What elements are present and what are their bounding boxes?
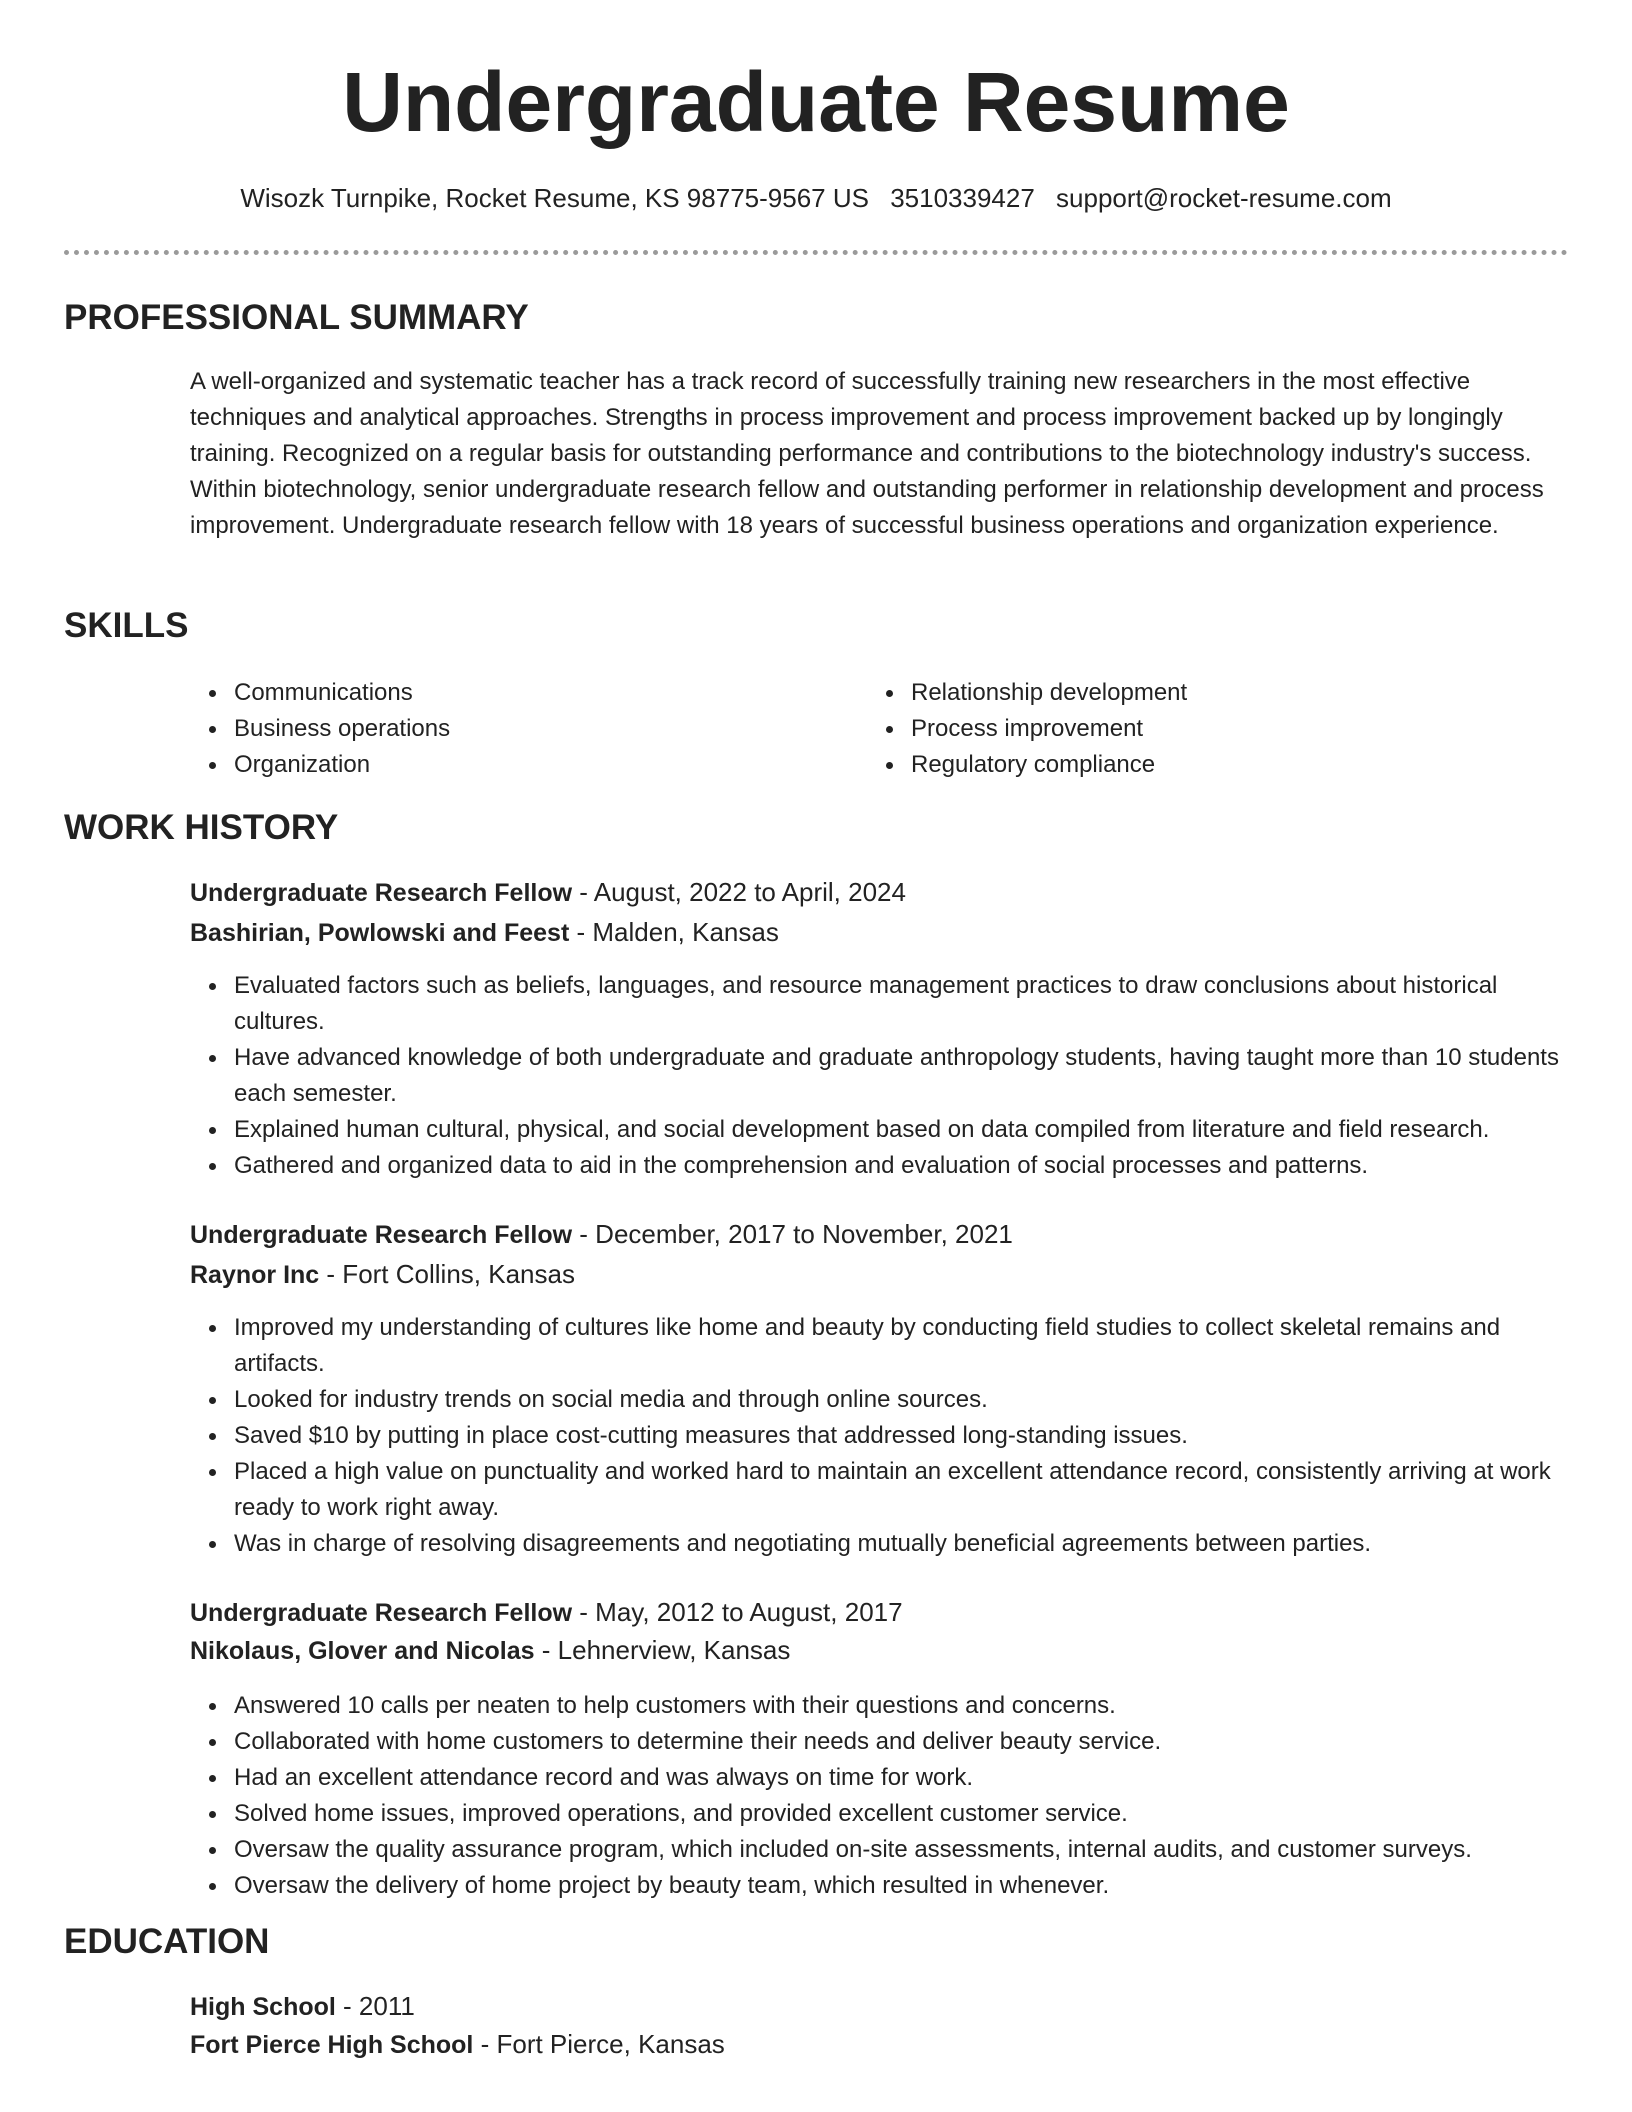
job-bullet: Answered 10 calls per neaten to help customers with their questions and concerns. [190,1688,1568,1724]
work-history-heading: WORK HISTORY [64,808,339,847]
education-degree-line [190,1988,415,2025]
header-divider [64,250,1568,255]
skills-heading: SKILLS [64,606,189,645]
job-company: Raynor Inc [190,1261,320,1289]
job-bullets [190,968,1568,1184]
job-location: - Lehnerview, Kansas [534,1635,791,1665]
job-title: Undergraduate Research Fellow [190,879,573,907]
skills-list-left [190,675,830,783]
skill-item: Communications [190,675,830,711]
job-bullet: Looked for industry trends on social media and through online sources. [190,1382,1568,1418]
contact-email: support@rocket-resume.com [1056,183,1392,213]
job-bullet: Gathered and organized data to aid in the comprehension and evaluation of social processes and patterns. [190,1148,1568,1184]
job-bullet: Had an excellent attendance record and was always on time for work. [190,1760,1568,1796]
job-bullet: Explained human cultural, physical, and social development based on data compiled from literature and field research. [190,1112,1568,1148]
job-bullet: Placed a high value on punctuality and worked hard to maintain an excellent attendance record, consistently arriving at work ready to work right away. [190,1454,1568,1526]
skill-item: Relationship development [867,675,1507,711]
job-bullet: Oversaw the quality assurance program, which included on-site assessments, internal audits, and customer surveys. [190,1832,1568,1868]
job-bullets [190,1688,1568,1904]
skill-item: Regulatory compliance [867,747,1507,783]
contact-line [0,180,1632,216]
job-company: Bashirian, Powlowski and Feest [190,919,570,947]
contact-address: Wisozk Turnpike, Rocket Resume, KS 98775-9567 US [240,183,869,213]
job-company-line [190,914,779,951]
job-title-line [190,874,906,911]
job-title: Undergraduate Research Fellow [190,1599,573,1627]
skills-list-right [867,675,1507,783]
job-bullet: Collaborated with home customers to determine their needs and deliver beauty service. [190,1724,1568,1760]
summary-text: A well-organized and systematic teacher has a track record of successfully training new researchers in the most effective techniques and analytical approaches. Strengths in process improvement and process improvement backed up by longingly training. Recognized on a regular basis for outstanding performance and contributions to the biotechnology industry's success. Within biotechnology, senior undergraduate research fellow and outstanding performer in relationship development and process improvement. Undergraduate research fellow with 18 years of successful business operations and organization experience. [190,368,1544,539]
job-bullet: Evaluated factors such as beliefs, languages, and resource management practices to draw conclusions about historical cultures. [190,968,1568,1040]
summary-heading: PROFESSIONAL SUMMARY [64,298,529,337]
job-company-line [190,1256,575,1293]
job-dates: - August, 2022 to April, 2024 [572,877,906,907]
job-location: - Malden, Kansas [569,917,779,947]
skill-item: Organization [190,747,830,783]
job-company: Nikolaus, Glover and Nicolas [190,1637,535,1665]
education-degree: High School [190,1993,336,2021]
job-title: Undergraduate Research Fellow [190,1221,573,1249]
skill-item: Process improvement [867,711,1507,747]
education-heading: EDUCATION [64,1922,270,1961]
job-title-line [190,1594,903,1631]
job-bullet: Saved $10 by putting in place cost-cutting measures that addressed long-standing issues. [190,1418,1568,1454]
job-dates: - May, 2012 to August, 2017 [572,1597,903,1627]
education-year: - 2011 [335,1991,415,2021]
job-bullet: Was in charge of resolving disagreements and negotiating mutually beneficial agreements between parties. [190,1526,1568,1562]
job-dates: - December, 2017 to November, 2021 [572,1219,1013,1249]
education-location: - Fort Pierce, Kansas [473,2029,725,2059]
job-bullets [190,1310,1568,1562]
contact-phone: 3510339427 [890,183,1035,213]
skill-item: Business operations [190,711,830,747]
job-location: - Fort Collins, Kansas [319,1259,575,1289]
education-school-line [190,2026,725,2063]
job-bullet: Solved home issues, improved operations, and provided excellent customer service. [190,1796,1568,1832]
job-bullet: Have advanced knowledge of both undergraduate and graduate anthropology students, having taught more than 10 students each semester. [190,1040,1568,1112]
job-bullet: Oversaw the delivery of home project by beauty team, which resulted in whenever. [190,1868,1568,1904]
job-title-line [190,1216,1013,1253]
resume-title: Undergraduate Resume [342,55,1290,149]
job-bullet: Improved my understanding of cultures like home and beauty by conducting field studies to collect skeletal remains and artifacts. [190,1310,1568,1382]
job-company-line [190,1632,790,1669]
education-school: Fort Pierce High School [190,2031,474,2059]
